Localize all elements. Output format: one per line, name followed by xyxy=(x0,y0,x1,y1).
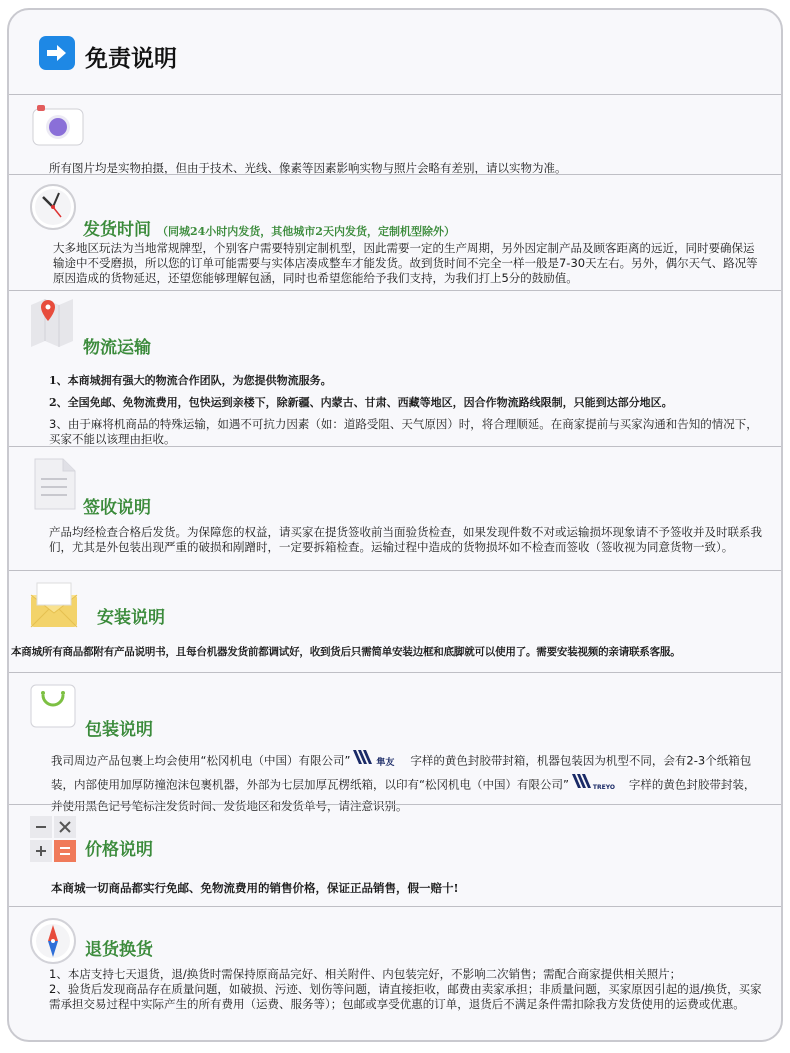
shipping-text: 大多地区玩法为当地常规牌型，个别客户需要特别定制机型，因此需要一定的生产周期，另外因定制产品及顾客距离的远近，同时要确保运输途中不受磨损，所以您的订单可能需要与实体店凑成整车才能发货。故到货时间不完全一样一般是7-30天左右。另外，偶尔天气、路况等原因造成的货物延迟，还望您能够理解包涵，同时也希望您能给予我们支持，为我们打上5分的鼓励值。 xyxy=(53,241,758,285)
disclaimer-card xyxy=(7,8,783,1042)
shipping-title: 发货时间 （同城24小时内发货，其他城市2天内发货，定制机型除外） xyxy=(83,220,455,240)
receipt-text: 产品均经检查合格后发货。为保障您的权益，请买家在提货签收前当面验货检查，如果发现件数不对或运输损坏现象请不予签收并及时联系我们，尤其是外包装出现严重的破损和剐蹭时，一定要拆箱检查。运输过程中造成的货物损坏如不检查而签收（签收视为同意货物一致）。 xyxy=(49,525,762,554)
packing-section xyxy=(9,672,781,813)
map-pin-icon xyxy=(27,297,77,353)
shipping-section xyxy=(9,174,781,290)
photo-text: 所有图片均是实物拍摄，但由于技术、光线、像素等因素影响实物与照片会略有差别，请以实物为准。 xyxy=(49,161,567,175)
price-section xyxy=(9,804,781,906)
install-section xyxy=(9,570,781,672)
returns-item-2: 2、验货后发现商品存在质量问题，如破损、污迹、划伤等问题，请直接拒收，邮费由卖家承担；非质量问题，买家原因引起的退/换货，买家需承担交易过程中实际产生的所有费用（运费、服务等）；包邮或享受优惠的订单，退货后不满足条件需扣除我方发货使用的运费或优惠。 xyxy=(49,982,762,1011)
price-text: 本商城一切商品都实行免邮、免物流费用的销售价格，保证正品销售，假一赔十! xyxy=(51,881,459,895)
install-text: 本商城所有商品都附有产品说明书，且每台机器发货前都调试好，收到货后只需简单安装边框和底脚就可以使用了。需要安装视频的亲请联系客服。 xyxy=(11,646,681,658)
photo-section xyxy=(9,94,781,174)
packing-text-part-1: 我司周边产品包裹上均会使用“松冈机电（中国）有限公司” xyxy=(51,753,351,768)
shipping-subtitle: （同城24小时内发货，其他城市2天内发货，定制机型除外） xyxy=(157,225,455,238)
page-title: 免责说明 xyxy=(85,46,177,72)
treyo-logo-icon: 隼友 xyxy=(352,749,408,773)
document-icon xyxy=(33,457,77,515)
treyo-logo-icon: TREYO xyxy=(571,773,627,797)
returns-title: 退货换货 xyxy=(85,940,153,960)
logistics-item-2: 2、全国免邮、免物流费用，包快运到亲楼下，除新疆、内蒙古、甘肃、西藏等地区，因合作物流路线限制，只能到达部分地区。 xyxy=(49,396,673,409)
receipt-section xyxy=(9,446,781,570)
logistics-item-1: 1、本商城拥有强大的物流合作团队，为您提供物流服务。 xyxy=(49,374,332,387)
calculator-icon xyxy=(29,815,77,867)
clock-icon xyxy=(29,183,77,235)
receipt-title: 签收说明 xyxy=(83,498,151,518)
logistics-item-3: 3、由于麻将机商品的特殊运输，如遇不可抗力因素（如：道路受阻、天气原因）时，将合理顺延。在商家提前与买家沟通和告知的情况下，买家不能以该理由拒收。 xyxy=(49,417,758,446)
packing-text-part-2: 字样的黄色封胶带封箱，机器包装因为机型不同，会有2-3个纸箱包装，内部使用加厚防撞泡沫包裹机器，外部为七层加厚瓦楞纸箱，以印有“松冈机电（中国）有限公司” xyxy=(51,753,752,792)
compass-icon xyxy=(29,917,77,969)
logistics-title: 物流运输 xyxy=(83,338,151,358)
shopping-bag-icon xyxy=(29,681,77,733)
camera-icon xyxy=(31,103,85,151)
returns-item-1: 1、本店支持七天退货，退/换货时需保持原商品完好、相关附件、内包装完好，不影响二次销售；需配合商家提供相关照片； xyxy=(49,967,682,981)
install-title: 安装说明 xyxy=(97,608,165,628)
arrow-right-icon xyxy=(39,36,75,70)
header xyxy=(9,10,781,94)
returns-section xyxy=(9,906,781,1042)
packing-text-part-3: 字样的黄色封胶带封装，并使用黑色记号笔标注发货时间、发货地区和发货单号，请注意识别。 xyxy=(51,777,756,813)
packing-title: 包装说明 xyxy=(85,720,153,740)
logistics-section xyxy=(9,290,781,446)
price-title: 价格说明 xyxy=(85,840,153,860)
envelope-icon xyxy=(29,581,79,635)
